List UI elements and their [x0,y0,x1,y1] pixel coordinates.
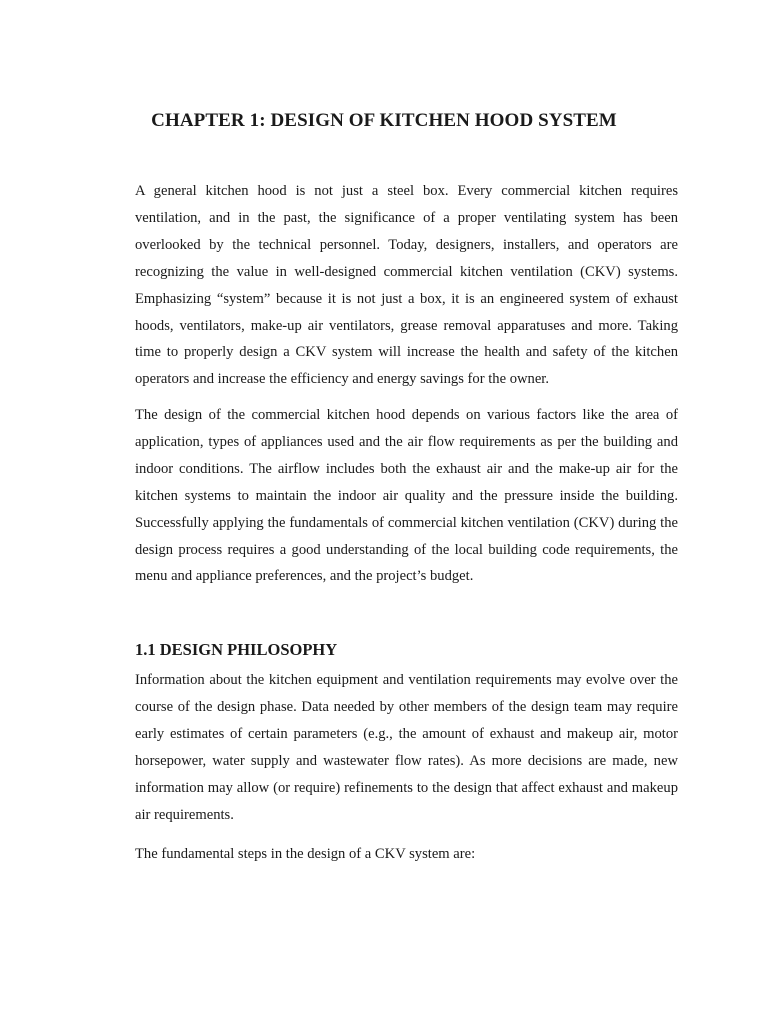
intro-paragraph-1: A general kitchen hood is not just a steel box. Every commercial kitchen requires ventilation, and in the past, the significance of a proper ventilating system has been overlooked by the technical personnel. Today, designers, installers, and operators are recognizing the value in well-designed commercial kitchen ventilation (CKV) systems. Emphasizing “system” because it is not just a box, it is an engineered system of exhaust hoods, ventilators, make-up air ventilators, grease removal apparatuses and more. Taking time to properly design a CKV system will increase the health and safety of the kitchen operators and increase the efficiency and energy savings for the owner. [135,183,678,388]
intro-paragraph-2: The design of the commercial kitchen hood depends on various factors like the area of application, types of appliances used and the air flow requirements as per the building and indoor conditions. The airflow includes both the exhaust air and the make-up air for the kitchen systems to maintain the indoor air quality and the pressure inside the building. Successfully applying the fundamentals of commercial kitchen ventilation (CKV) during the design process requires a good understanding of the local building code requirements, the menu and appliance preferences, and the project’s budget. [135,407,678,585]
section-heading-design-philosophy: 1.1 DESIGN PHILOSOPHY [135,640,338,659]
chapter-title: CHAPTER 1: DESIGN OF KITCHEN HOOD SYSTEM [151,110,617,131]
design-philosophy-paragraph-1: Information about the kitchen equipment and ventilation requirements may evolve over the course of the design phase. Data needed by other members of the design team may require early estimates of certain parameters (e.g., the amount of exhaust and makeup air, motor horsepower, water supply and wastewater flow rates). As more decisions are made, new information may allow (or require) refinements to the design that affect exhaust and makeup air requirements. [135,672,678,823]
design-philosophy-paragraph-2: The fundamental steps in the design of a CKV system are: [135,846,476,862]
